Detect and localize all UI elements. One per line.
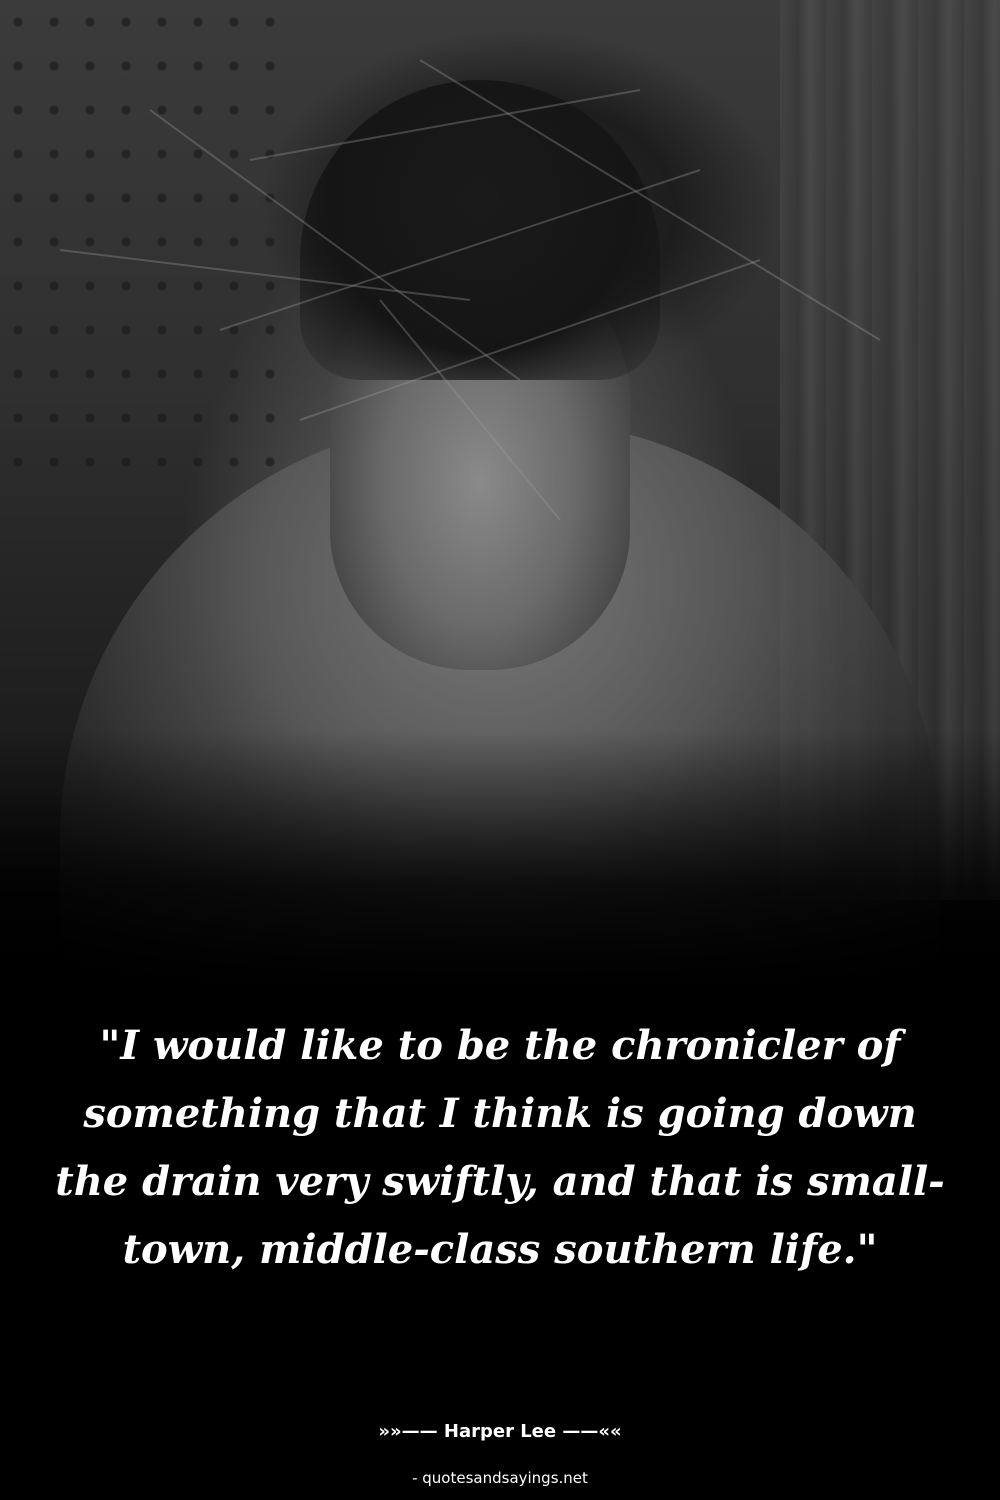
quote-text: "I would like to be the chronicler of something that I think is going down the drain very swiftly, and that is small-town, middle-class southern life." xyxy=(55,1022,945,1273)
author-attribution: »»—— Harper Lee ——«« xyxy=(378,1421,622,1442)
source-credit: - quotesandsayings.net xyxy=(412,1469,588,1487)
photo-bottom-fade xyxy=(0,730,1000,990)
